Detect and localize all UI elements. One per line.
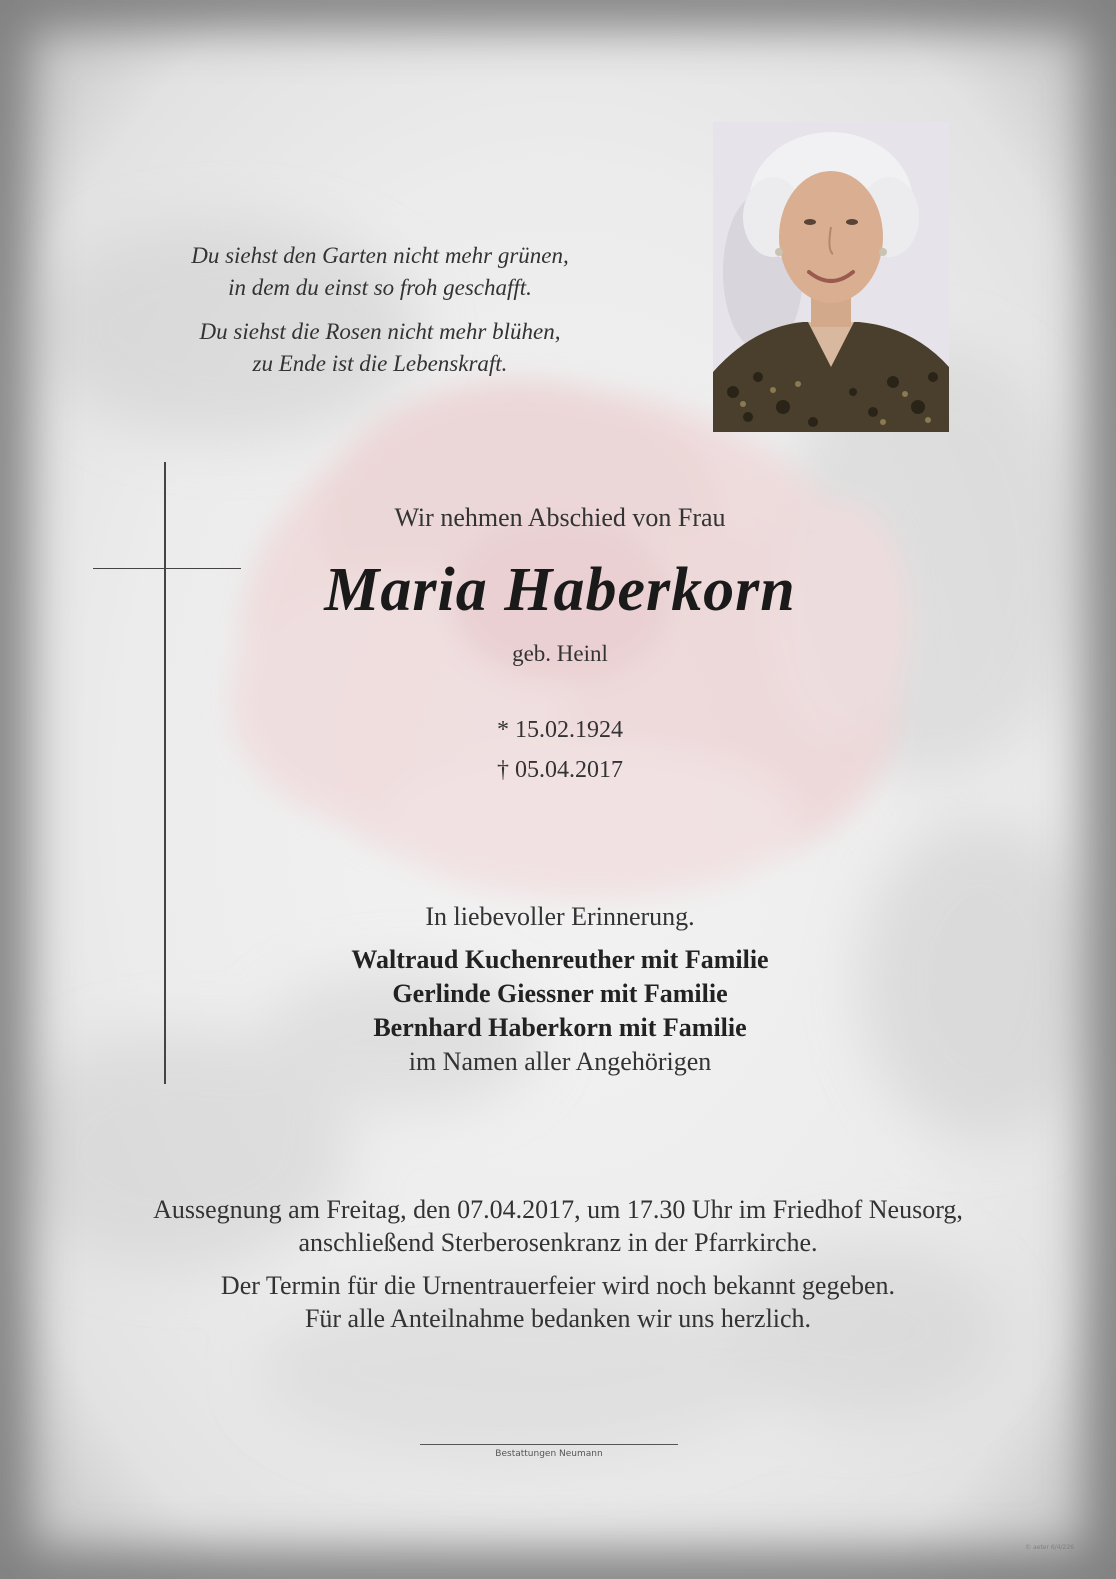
funeral-line: Für alle Anteilnahme bedanken wir uns herzlich. xyxy=(304,1304,812,1333)
mourner-family: Bernhard Haberkorn mit Familie xyxy=(373,1013,747,1042)
memorial-poem xyxy=(120,240,640,392)
poem-line: in dem du einst so froh geschafft. xyxy=(228,275,532,300)
life-dates xyxy=(200,710,920,790)
portrait-illustration xyxy=(713,122,949,432)
funeral-line: Aussegnung am Freitag, den 07.04.2017, um 17.30 Uhr im Friedhof Neusorg, xyxy=(153,1195,963,1224)
memory-line: In liebevoller Erinnerung. xyxy=(425,902,695,931)
mourners-closing: im Namen aller Angehörigen xyxy=(408,1047,712,1076)
portrait-photo xyxy=(713,122,949,432)
funeral-schedule xyxy=(60,1193,1056,1259)
poem-stanza-1 xyxy=(120,240,640,304)
poem-stanza-2 xyxy=(120,316,640,380)
funeral-details xyxy=(60,1193,1056,1345)
deceased-name: Maria Haberkorn xyxy=(324,556,796,624)
farewell-intro: Wir nehmen Abschied von Frau xyxy=(394,503,726,532)
death-date: † 05.04.2017 xyxy=(497,757,623,783)
birth-name: geb. Heinl xyxy=(512,641,608,666)
funeral-line: anschließend Sterberosenkranz in der Pfarrkirche. xyxy=(298,1228,818,1257)
funeral-line: Der Termin für die Urnentrauerfeier wird noch bekannt gegeben. xyxy=(220,1271,896,1300)
mourner-family: Gerlinde Giessner mit Familie xyxy=(392,979,728,1008)
mourner-family: Waltraud Kuchenreuther mit Familie xyxy=(351,945,769,974)
poem-line: Du siehst die Rosen nicht mehr blühen, xyxy=(199,319,561,344)
funeral-notes xyxy=(60,1269,1056,1335)
poem-line: zu Ende ist die Lebenskraft. xyxy=(252,351,508,376)
mourners-list xyxy=(200,943,920,1079)
undertaker-name: Bestattungen Neumann xyxy=(495,1449,603,1459)
print-credit: © aeter 6/4/226 xyxy=(1025,1544,1074,1551)
birth-date: * 15.02.1924 xyxy=(497,717,623,743)
undertaker-divider xyxy=(420,1444,678,1445)
poem-line: Du siehst den Garten nicht mehr grünen, xyxy=(191,243,569,268)
memorial-cross-icon xyxy=(164,462,166,1084)
